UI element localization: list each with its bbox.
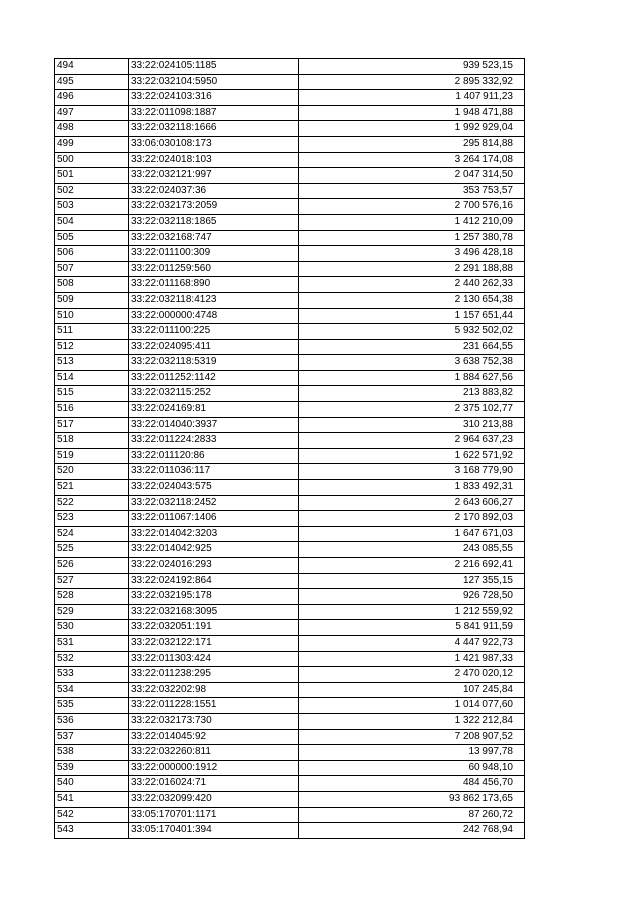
cadastral-number-cell: 33:22:011067:1406 (129, 511, 299, 527)
value-cell: 1 014 077,60 (299, 698, 525, 714)
value-cell: 353 753,57 (299, 183, 525, 199)
row-number-cell: 502 (55, 183, 129, 199)
value-cell: 3 264 174,08 (299, 152, 525, 168)
table-row (55, 214, 525, 230)
table-row (55, 308, 525, 324)
table-row (55, 589, 525, 605)
cadastral-number-cell: 33:22:014042:3203 (129, 526, 299, 542)
row-number-cell: 503 (55, 199, 129, 215)
row-number-cell: 543 (55, 823, 129, 839)
table-row (55, 480, 525, 496)
row-number-cell: 533 (55, 667, 129, 683)
value-cell: 2 130 654,38 (299, 292, 525, 308)
table-row (55, 168, 525, 184)
cadastral-number-cell: 33:22:011168:890 (129, 277, 299, 293)
cadastral-number-cell: 33:22:024105:1185 (129, 59, 299, 75)
cadastral-number-cell: 33:05:170701:1171 (129, 807, 299, 823)
row-number-cell: 522 (55, 495, 129, 511)
row-number-cell: 509 (55, 292, 129, 308)
row-number-cell: 515 (55, 386, 129, 402)
table-row (55, 90, 525, 106)
table-row (55, 729, 525, 745)
cadastral-number-cell: 33:22:011252:1142 (129, 370, 299, 386)
table-body (55, 59, 525, 839)
value-cell: 1 647 671,03 (299, 526, 525, 542)
table-row (55, 698, 525, 714)
cadastral-number-cell: 33:22:011303:424 (129, 651, 299, 667)
cadastral-number-cell: 33:22:014040:3937 (129, 417, 299, 433)
table-row (55, 667, 525, 683)
value-cell: 7 208 907,52 (299, 729, 525, 745)
cadastral-number-cell: 33:22:011100:225 (129, 324, 299, 340)
cadastral-number-cell: 33:05:170401:394 (129, 823, 299, 839)
value-cell: 1 212 559,92 (299, 604, 525, 620)
value-cell: 107 245,84 (299, 682, 525, 698)
value-cell: 2 440 262,33 (299, 277, 525, 293)
value-cell: 484 456,70 (299, 776, 525, 792)
cadastral-number-cell: 33:22:024018:103 (129, 152, 299, 168)
table-row (55, 620, 525, 636)
row-number-cell: 531 (55, 635, 129, 651)
table-row (55, 277, 525, 293)
cadastral-number-cell: 33:22:032118:4123 (129, 292, 299, 308)
table-row (55, 682, 525, 698)
value-cell: 3 638 752,38 (299, 355, 525, 371)
row-number-cell: 513 (55, 355, 129, 371)
value-cell: 939 523,15 (299, 59, 525, 75)
cadastral-number-cell: 33:22:024192:864 (129, 573, 299, 589)
row-number-cell: 496 (55, 90, 129, 106)
value-cell: 242 768,94 (299, 823, 525, 839)
cadastral-number-cell: 33:22:024095:411 (129, 339, 299, 355)
cadastral-number-cell: 33:22:032168:747 (129, 230, 299, 246)
table-row (55, 791, 525, 807)
cadastral-number-cell: 33:22:032168:3095 (129, 604, 299, 620)
table-row (55, 573, 525, 589)
table-row (55, 526, 525, 542)
value-cell: 1 421 987,33 (299, 651, 525, 667)
value-cell: 1 322 212,84 (299, 713, 525, 729)
cadastral-number-cell: 33:22:011259:560 (129, 261, 299, 277)
table-row (55, 495, 525, 511)
value-cell: 243 085,55 (299, 542, 525, 558)
row-number-cell: 504 (55, 214, 129, 230)
row-number-cell: 505 (55, 230, 129, 246)
cadastral-number-cell: 33:22:016024:71 (129, 776, 299, 792)
table-row (55, 558, 525, 574)
table-row (55, 152, 525, 168)
row-number-cell: 521 (55, 480, 129, 496)
row-number-cell: 527 (55, 573, 129, 589)
value-cell: 231 664,55 (299, 339, 525, 355)
row-number-cell: 529 (55, 604, 129, 620)
cadastral-number-cell: 33:22:024016:293 (129, 558, 299, 574)
value-cell: 1 948 471,88 (299, 105, 525, 121)
table-row (55, 136, 525, 152)
row-number-cell: 495 (55, 74, 129, 90)
cadastral-number-cell: 33:22:032202:98 (129, 682, 299, 698)
table-row (55, 760, 525, 776)
value-cell: 310 213,88 (299, 417, 525, 433)
value-cell: 1 833 492,31 (299, 480, 525, 496)
cadastral-number-cell: 33:22:014045:92 (129, 729, 299, 745)
row-number-cell: 524 (55, 526, 129, 542)
value-cell: 2 895 332,92 (299, 74, 525, 90)
cadastral-number-cell: 33:22:032104:5950 (129, 74, 299, 90)
row-number-cell: 536 (55, 713, 129, 729)
cadastral-value-table (54, 58, 525, 839)
row-number-cell: 508 (55, 277, 129, 293)
value-cell: 2 643 606,27 (299, 495, 525, 511)
row-number-cell: 523 (55, 511, 129, 527)
cadastral-number-cell: 33:22:011098:1887 (129, 105, 299, 121)
value-cell: 1 622 571,92 (299, 448, 525, 464)
table-row (55, 324, 525, 340)
cadastral-number-cell: 33:22:032115:252 (129, 386, 299, 402)
row-number-cell: 506 (55, 246, 129, 262)
value-cell: 1 257 380,78 (299, 230, 525, 246)
row-number-cell: 532 (55, 651, 129, 667)
table-row (55, 511, 525, 527)
row-number-cell: 542 (55, 807, 129, 823)
row-number-cell: 507 (55, 261, 129, 277)
row-number-cell: 512 (55, 339, 129, 355)
value-cell: 2 700 576,16 (299, 199, 525, 215)
table-row (55, 339, 525, 355)
table-row (55, 246, 525, 262)
cadastral-number-cell: 33:22:011238:295 (129, 667, 299, 683)
cadastral-number-cell: 33:22:011228:1551 (129, 698, 299, 714)
value-cell: 1 412 210,09 (299, 214, 525, 230)
row-number-cell: 525 (55, 542, 129, 558)
cadastral-number-cell: 33:22:024043:575 (129, 480, 299, 496)
cadastral-number-cell: 33:22:014042:925 (129, 542, 299, 558)
table-row (55, 417, 525, 433)
row-number-cell: 517 (55, 417, 129, 433)
value-cell: 3 496 428,18 (299, 246, 525, 262)
value-cell: 4 447 922,73 (299, 635, 525, 651)
table-row (55, 448, 525, 464)
table-row (55, 464, 525, 480)
cadastral-number-cell: 33:22:032118:1865 (129, 214, 299, 230)
row-number-cell: 501 (55, 168, 129, 184)
cadastral-number-cell: 33:22:032118:5319 (129, 355, 299, 371)
table-row (55, 230, 525, 246)
value-cell: 2 470 020,12 (299, 667, 525, 683)
row-number-cell: 499 (55, 136, 129, 152)
cadastral-number-cell: 33:22:032051:191 (129, 620, 299, 636)
row-number-cell: 519 (55, 448, 129, 464)
row-number-cell: 535 (55, 698, 129, 714)
table-row (55, 74, 525, 90)
cadastral-number-cell: 33:22:032195:178 (129, 589, 299, 605)
table-row (55, 386, 525, 402)
table-row (55, 433, 525, 449)
value-cell: 5 932 502,02 (299, 324, 525, 340)
value-cell: 5 841 911,59 (299, 620, 525, 636)
table-row (55, 59, 525, 75)
row-number-cell: 541 (55, 791, 129, 807)
value-cell: 1 884 627,56 (299, 370, 525, 386)
table-row (55, 604, 525, 620)
row-number-cell: 514 (55, 370, 129, 386)
row-number-cell: 498 (55, 121, 129, 137)
table-row (55, 183, 525, 199)
cadastral-number-cell: 33:22:011036:117 (129, 464, 299, 480)
value-cell: 1 157 651,44 (299, 308, 525, 324)
cadastral-number-cell: 33:22:000000:4748 (129, 308, 299, 324)
value-cell: 1 992 929,04 (299, 121, 525, 137)
row-number-cell: 516 (55, 402, 129, 418)
cadastral-number-cell: 33:22:032173:2059 (129, 199, 299, 215)
row-number-cell: 518 (55, 433, 129, 449)
cadastral-number-cell: 33:22:024037:36 (129, 183, 299, 199)
value-cell: 87 260,72 (299, 807, 525, 823)
value-cell: 127 355,15 (299, 573, 525, 589)
row-number-cell: 538 (55, 745, 129, 761)
table-row (55, 713, 525, 729)
cadastral-number-cell: 33:22:024103:316 (129, 90, 299, 106)
cadastral-number-cell: 33:22:032121:997 (129, 168, 299, 184)
value-cell: 2 216 692,41 (299, 558, 525, 574)
value-cell: 213 883,82 (299, 386, 525, 402)
value-cell: 2 964 637,23 (299, 433, 525, 449)
table-row (55, 823, 525, 839)
row-number-cell: 497 (55, 105, 129, 121)
table-row (55, 261, 525, 277)
cadastral-number-cell: 33:22:032099:420 (129, 791, 299, 807)
value-cell: 926 728,50 (299, 589, 525, 605)
value-cell: 2 375 102,77 (299, 402, 525, 418)
row-number-cell: 528 (55, 589, 129, 605)
table-row (55, 807, 525, 823)
value-cell: 3 168 779,90 (299, 464, 525, 480)
row-number-cell: 537 (55, 729, 129, 745)
value-cell: 60 948,10 (299, 760, 525, 776)
row-number-cell: 500 (55, 152, 129, 168)
value-cell: 2 170 892,03 (299, 511, 525, 527)
cadastral-number-cell: 33:22:011120:86 (129, 448, 299, 464)
cadastral-number-cell: 33:22:011100:309 (129, 246, 299, 262)
cadastral-number-cell: 33:22:000000:1912 (129, 760, 299, 776)
cadastral-number-cell: 33:22:032173:730 (129, 713, 299, 729)
table-row (55, 121, 525, 137)
value-cell: 93 862 173,65 (299, 791, 525, 807)
table-row (55, 745, 525, 761)
table-row (55, 635, 525, 651)
cadastral-number-cell: 33:06:030108:173 (129, 136, 299, 152)
cadastral-number-cell: 33:22:032122:171 (129, 635, 299, 651)
cadastral-number-cell: 33:22:032118:1666 (129, 121, 299, 137)
value-cell: 295 814,88 (299, 136, 525, 152)
value-cell: 13 997,78 (299, 745, 525, 761)
cadastral-number-cell: 33:22:024169:81 (129, 402, 299, 418)
row-number-cell: 540 (55, 776, 129, 792)
cadastral-number-cell: 33:22:032260:811 (129, 745, 299, 761)
row-number-cell: 520 (55, 464, 129, 480)
table-row (55, 402, 525, 418)
table-row (55, 542, 525, 558)
row-number-cell: 510 (55, 308, 129, 324)
value-cell: 2 047 314,50 (299, 168, 525, 184)
value-cell: 2 291 188,88 (299, 261, 525, 277)
row-number-cell: 511 (55, 324, 129, 340)
table-row (55, 199, 525, 215)
row-number-cell: 534 (55, 682, 129, 698)
row-number-cell: 494 (55, 59, 129, 75)
value-cell: 1 407 911,23 (299, 90, 525, 106)
table-row (55, 292, 525, 308)
row-number-cell: 526 (55, 558, 129, 574)
row-number-cell: 530 (55, 620, 129, 636)
table-row (55, 105, 525, 121)
cadastral-number-cell: 33:22:032118:2452 (129, 495, 299, 511)
table-row (55, 651, 525, 667)
table-row (55, 776, 525, 792)
table-row (55, 355, 525, 371)
cadastral-number-cell: 33:22:011224:2833 (129, 433, 299, 449)
table-row (55, 370, 525, 386)
row-number-cell: 539 (55, 760, 129, 776)
